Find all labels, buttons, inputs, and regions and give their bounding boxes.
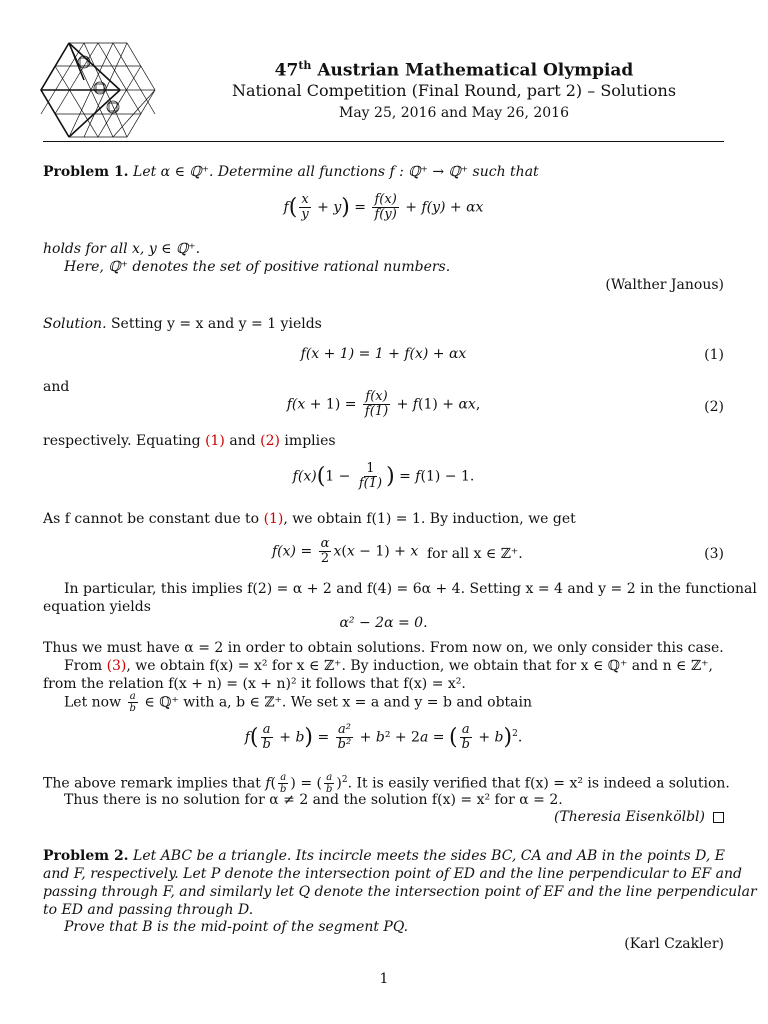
equation-1: f(x + 1) = 1 + f(x) + αx <box>300 346 467 362</box>
page-number: 1 <box>379 971 389 987</box>
equation-ab: f( $\frac{a}{b}$ + b) = $\frac{\text{a²}}{\text{b²}}$ + b² + 2a = ( $\frac{a}{b}$ + b)$^2$. <box>244 722 523 752</box>
problem1-holds: holds for all x, y ∈ ℚ⁺. <box>43 241 201 257</box>
problem1-here: Here, ℚ⁺ denotes the set of positive rational numbers. <box>64 259 451 275</box>
problem2-line5: Prove that B is the mid-point of the segment PQ. <box>64 919 409 935</box>
solution1-equating: respectively. Equating (1) and (2) implies <box>43 433 336 449</box>
problem2-line3: passing through F, and similarly let Q denote the intersection point of EF and the line perpendicular <box>43 884 757 900</box>
solution1-author: (Theresia Eisenkölbl) <box>43 808 724 826</box>
problem2-author: (Karl Czakler) <box>624 936 724 952</box>
solution1-intro: Solution. Setting y = x and y = 1 yields <box>43 316 322 332</box>
qed-square-icon <box>713 812 724 823</box>
solution1-and: and <box>43 379 70 395</box>
equation-2-number: (2) <box>704 399 724 415</box>
equation-3-tail: for all x ∈ ℤ⁺. <box>427 546 523 562</box>
header-rule <box>43 141 724 142</box>
problem1-equation: f( $\frac{x}{y}$ + y) = $\frac{f(x)}{f(y)}$ + f(y) + αx <box>283 192 484 222</box>
equation-1-number: (1) <box>704 347 724 363</box>
solution1-alpha2: Thus we must have α = 2 in order to obtain solutions. From now on, we only consider this case. <box>43 640 724 656</box>
page-dates: May 25, 2016 and May 26, 2016 <box>339 105 569 121</box>
solution1-constant: As f cannot be constant due to (1), we obtain f(1) = 1. By induction, we get <box>43 511 576 527</box>
equation-3-number: (3) <box>704 546 724 562</box>
solution1-particular: In particular, this implies f(2) = α + 2 and f(4) = 6α + 4. Setting x = 4 and y = 2 in the functional <box>64 581 757 597</box>
problem2-line1: Problem 2. Let ABC be a triangle. Its incircle meets the sides BC, CA and AB in the points D, E <box>43 848 726 864</box>
problem2-line4: to ED and passing through D. <box>43 902 254 918</box>
ref-eq1[interactable]: (1) <box>205 433 225 449</box>
ref-eq3[interactable]: (3) <box>106 658 127 674</box>
equation-2: f(x + 1) = $\frac{f(x)}{f(1)}$ + f(1) + αx, <box>286 389 481 419</box>
solution1-relation: from the relation f(x + n) = (x + n)² it follows that f(x) = x². <box>43 676 466 692</box>
page-subtitle: National Competition (Final Round, part 2) – Solutions <box>231 81 677 100</box>
equation-3: f(x) = $\frac{\alpha}{2}$ x(x − 1) + x <box>272 536 419 566</box>
solution1-conclusion: Thus there is no solution for α ≠ 2 and the solution f(x) = x² for α = 2. <box>64 792 563 808</box>
equation-alpha: α² − 2α = 0. <box>339 615 428 631</box>
problem1-author: (Walther Janous) <box>605 277 724 293</box>
equation-implied: f(x)(1 − $\frac{1}{f(1)}$ ) = f(1) − 1. <box>292 461 475 491</box>
olympiad-logo <box>40 42 156 138</box>
solution1-eq-yields: equation yields <box>43 599 151 615</box>
ref-eq1-b[interactable]: (1) <box>263 511 284 527</box>
solution1-from3: From (3), we obtain f(x) = x² for x ∈ ℤ⁺. By induction, we obtain that for x ∈ ℚ⁺ and n ∈ ℤ⁺, <box>64 658 713 674</box>
problem1-statement: Problem 1. Let α ∈ ℚ⁺. Determine all functions f : ℚ⁺ → ℚ⁺ such that <box>43 164 539 180</box>
solution1-remark: The above remark implies that f( $\frac{a}{b}$ ) = ( $\frac{a}{b}$ )$^2$. It is easily verified that f(x) = x² is indeed a solution. <box>43 772 730 796</box>
ref-eq2[interactable]: (2) <box>260 433 280 449</box>
solution1-let-now: Let now $\frac{a}{b}$ ∈ ℚ⁺ with a, b ∈ ℤ⁺. We set x = a and y = b and obtain <box>64 691 533 714</box>
page-title: 47th Austrian Mathematical Olympiad <box>274 59 634 81</box>
problem2-line2: and F, respectively. Let P denote the intersection point of ED and the line perpendicular to EF and <box>43 866 743 882</box>
